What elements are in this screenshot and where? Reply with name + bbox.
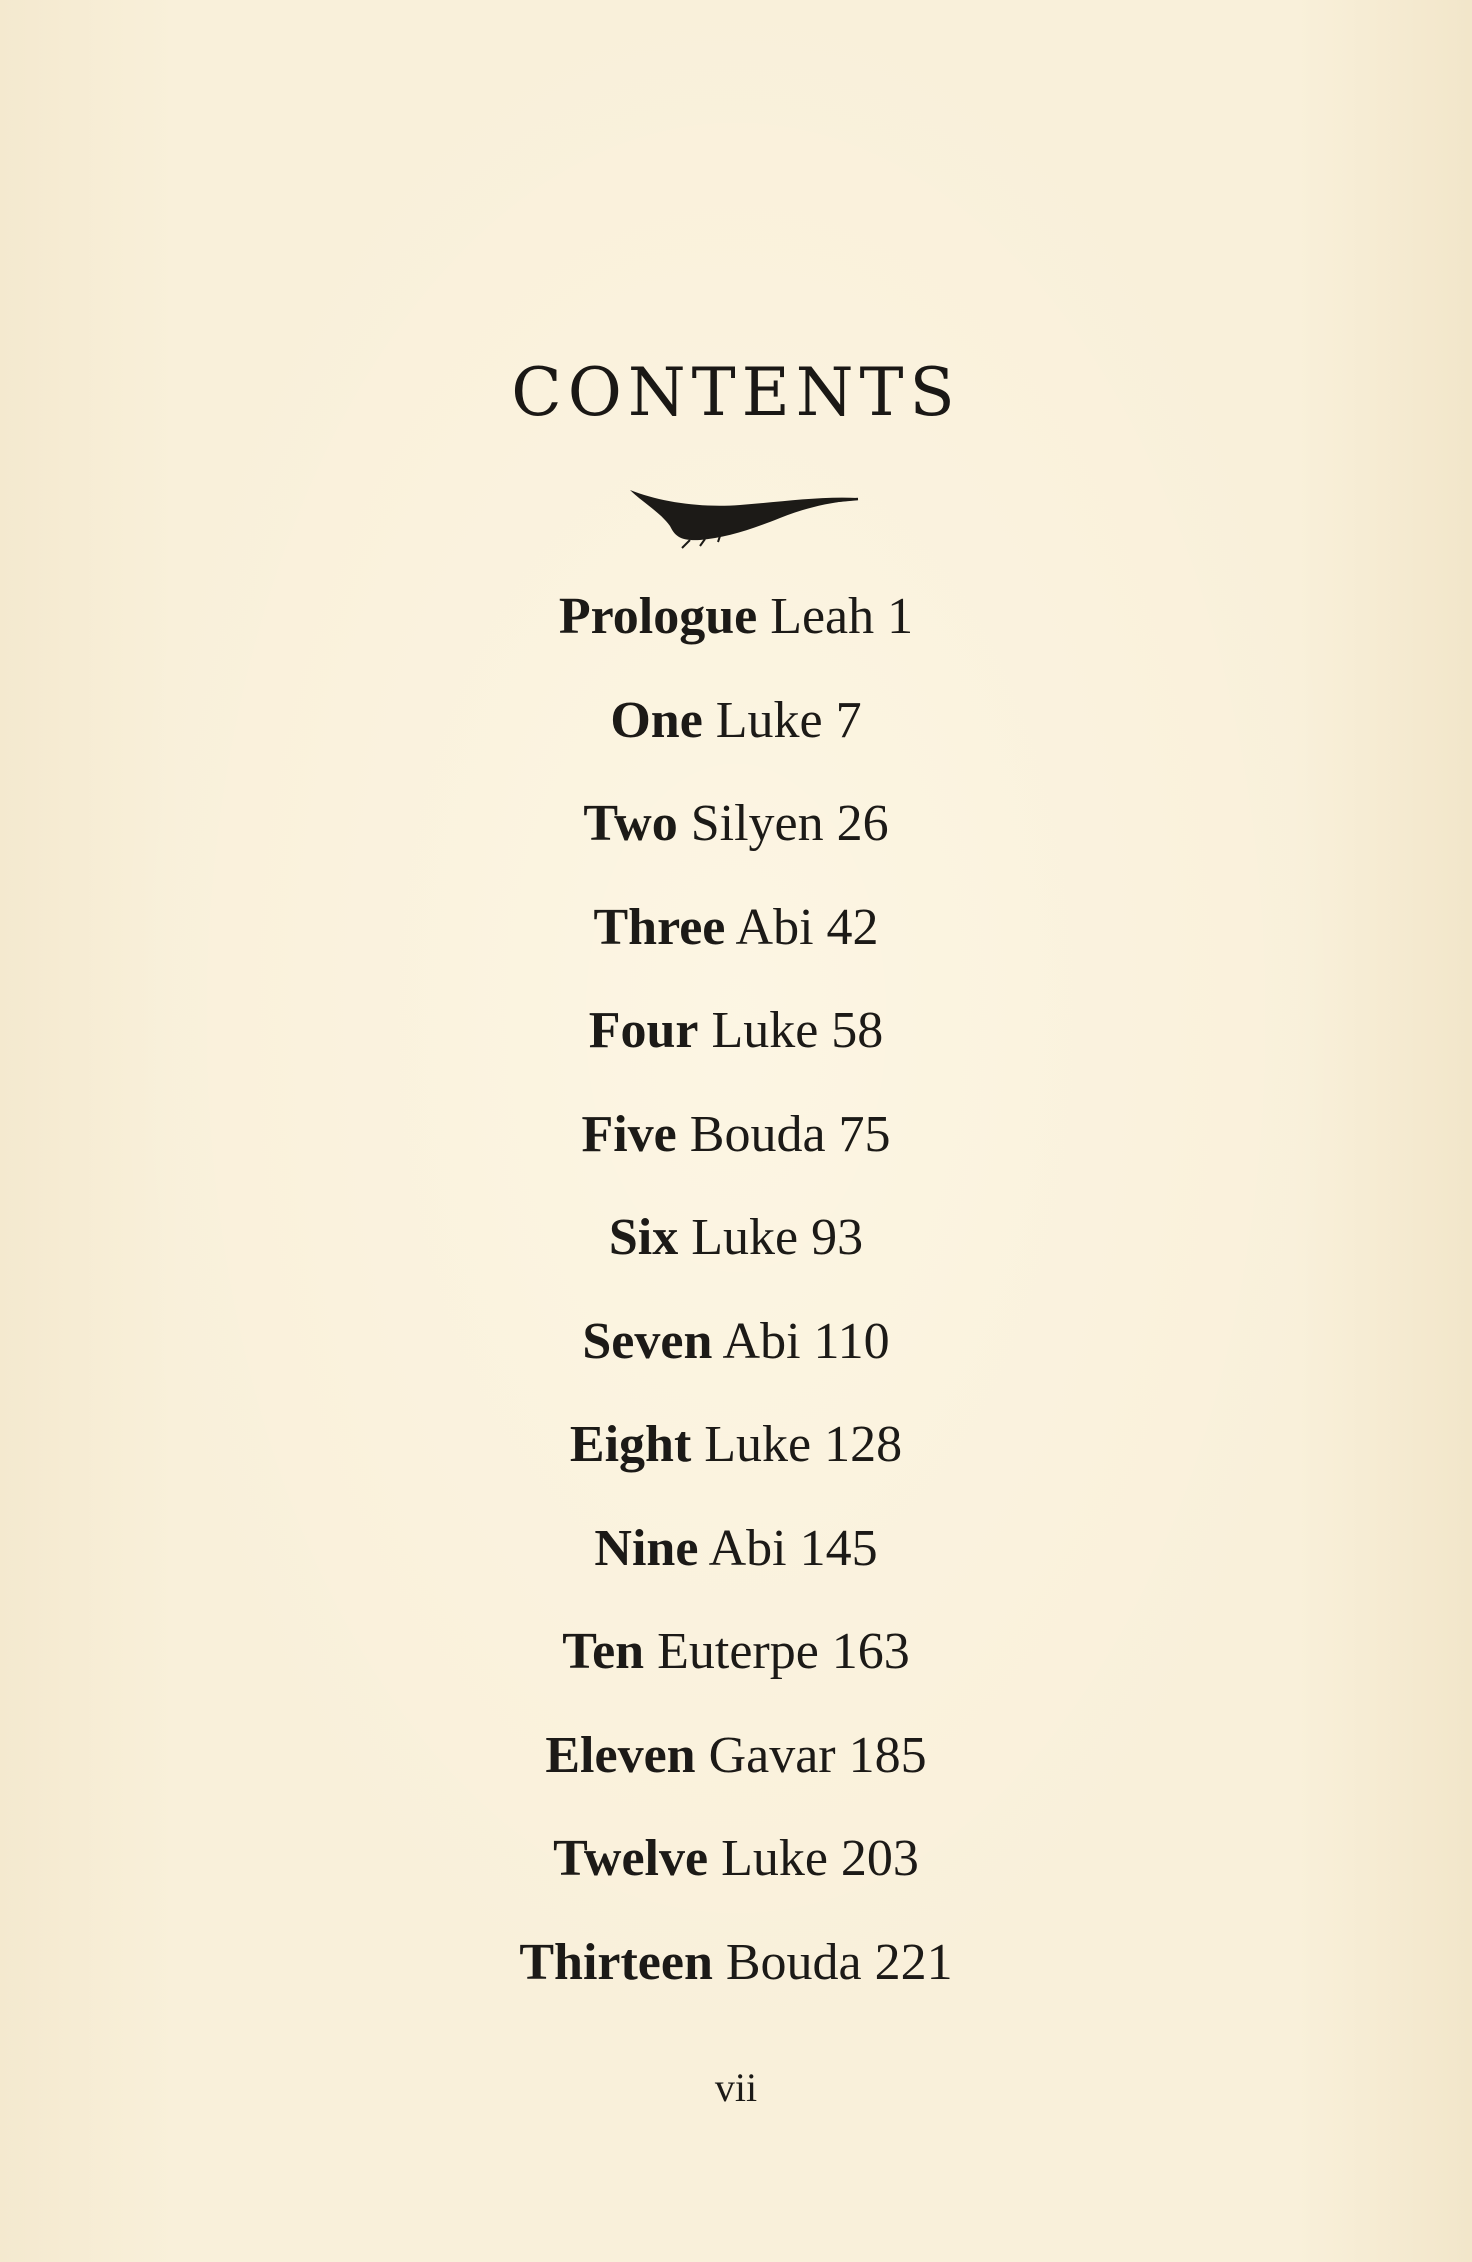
chapter-narrator: Abi	[722, 1312, 801, 1370]
chapter-page: 128	[824, 1416, 903, 1473]
chapter-number: Five	[581, 1105, 677, 1163]
chapter-narrator: Bouda	[725, 1933, 862, 1991]
chapter-number: Six	[608, 1209, 679, 1266]
chapter-number: Prologue	[558, 588, 758, 645]
feather-icon	[630, 478, 860, 558]
chapter-page: 93	[811, 1209, 864, 1266]
toc-entry[interactable]	[0, 1410, 1472, 1514]
chapter-page: 185	[848, 1726, 927, 1784]
chapter-number: Two	[583, 795, 678, 852]
chapter-number: Four	[588, 1002, 699, 1059]
chapter-page: 203	[840, 1830, 919, 1887]
chapter-number: Eight	[569, 1416, 692, 1473]
chapter-narrator: Luke	[721, 1830, 828, 1887]
chapter-number: Twelve	[553, 1830, 709, 1887]
chapter-narrator: Luke	[711, 1002, 819, 1059]
chapter-number: Eleven	[545, 1726, 696, 1784]
toc-entry[interactable]	[0, 1928, 1472, 2032]
chapter-page: 1	[887, 588, 914, 645]
toc-entry[interactable]	[0, 686, 1472, 790]
toc-entry[interactable]	[0, 1307, 1472, 1411]
chapter-number: Seven	[582, 1312, 713, 1370]
toc-entry[interactable]	[0, 893, 1472, 997]
chapter-narrator: Bouda	[689, 1105, 826, 1163]
chapter-narrator: Luke	[704, 1416, 812, 1473]
chapter-narrator: Abi	[735, 898, 814, 956]
table-of-contents	[0, 582, 1472, 2031]
chapter-number: One	[610, 691, 703, 749]
toc-entry[interactable]	[0, 1824, 1472, 1928]
chapter-narrator: Abi	[708, 1519, 787, 1577]
toc-entry[interactable]	[0, 1721, 1472, 1825]
chapter-page: 145	[799, 1519, 878, 1577]
toc-entry[interactable]	[0, 582, 1472, 686]
chapter-narrator: Euterpe	[657, 1623, 819, 1680]
chapter-narrator: Leah	[770, 588, 875, 645]
contents-heading: CONTENTS	[511, 354, 961, 431]
toc-entry[interactable]	[0, 996, 1472, 1100]
chapter-page: 7	[835, 691, 862, 749]
chapter-page: 42	[826, 898, 879, 956]
chapter-page: 58	[831, 1002, 884, 1059]
toc-entry[interactable]	[0, 789, 1472, 893]
chapter-page: 75	[838, 1105, 891, 1163]
toc-entry[interactable]	[0, 1617, 1472, 1721]
chapter-page: 221	[874, 1933, 953, 1991]
page-number: vii	[714, 2065, 758, 2110]
toc-entry[interactable]	[0, 1203, 1472, 1307]
chapter-narrator: Gavar	[708, 1726, 836, 1784]
chapter-number: Nine	[594, 1519, 699, 1577]
chapter-page: 26	[836, 795, 889, 852]
toc-entry[interactable]	[0, 1514, 1472, 1618]
chapter-page: 163	[831, 1623, 910, 1680]
chapter-narrator: Luke	[691, 1209, 799, 1266]
chapter-narrator: Luke	[715, 691, 823, 749]
chapter-narrator: Silyen	[690, 795, 824, 852]
toc-entry[interactable]	[0, 1100, 1472, 1204]
chapter-number: Thirteen	[519, 1933, 713, 1991]
chapter-page: 110	[813, 1312, 890, 1370]
chapter-number: Ten	[562, 1623, 645, 1680]
chapter-number: Three	[593, 898, 726, 956]
